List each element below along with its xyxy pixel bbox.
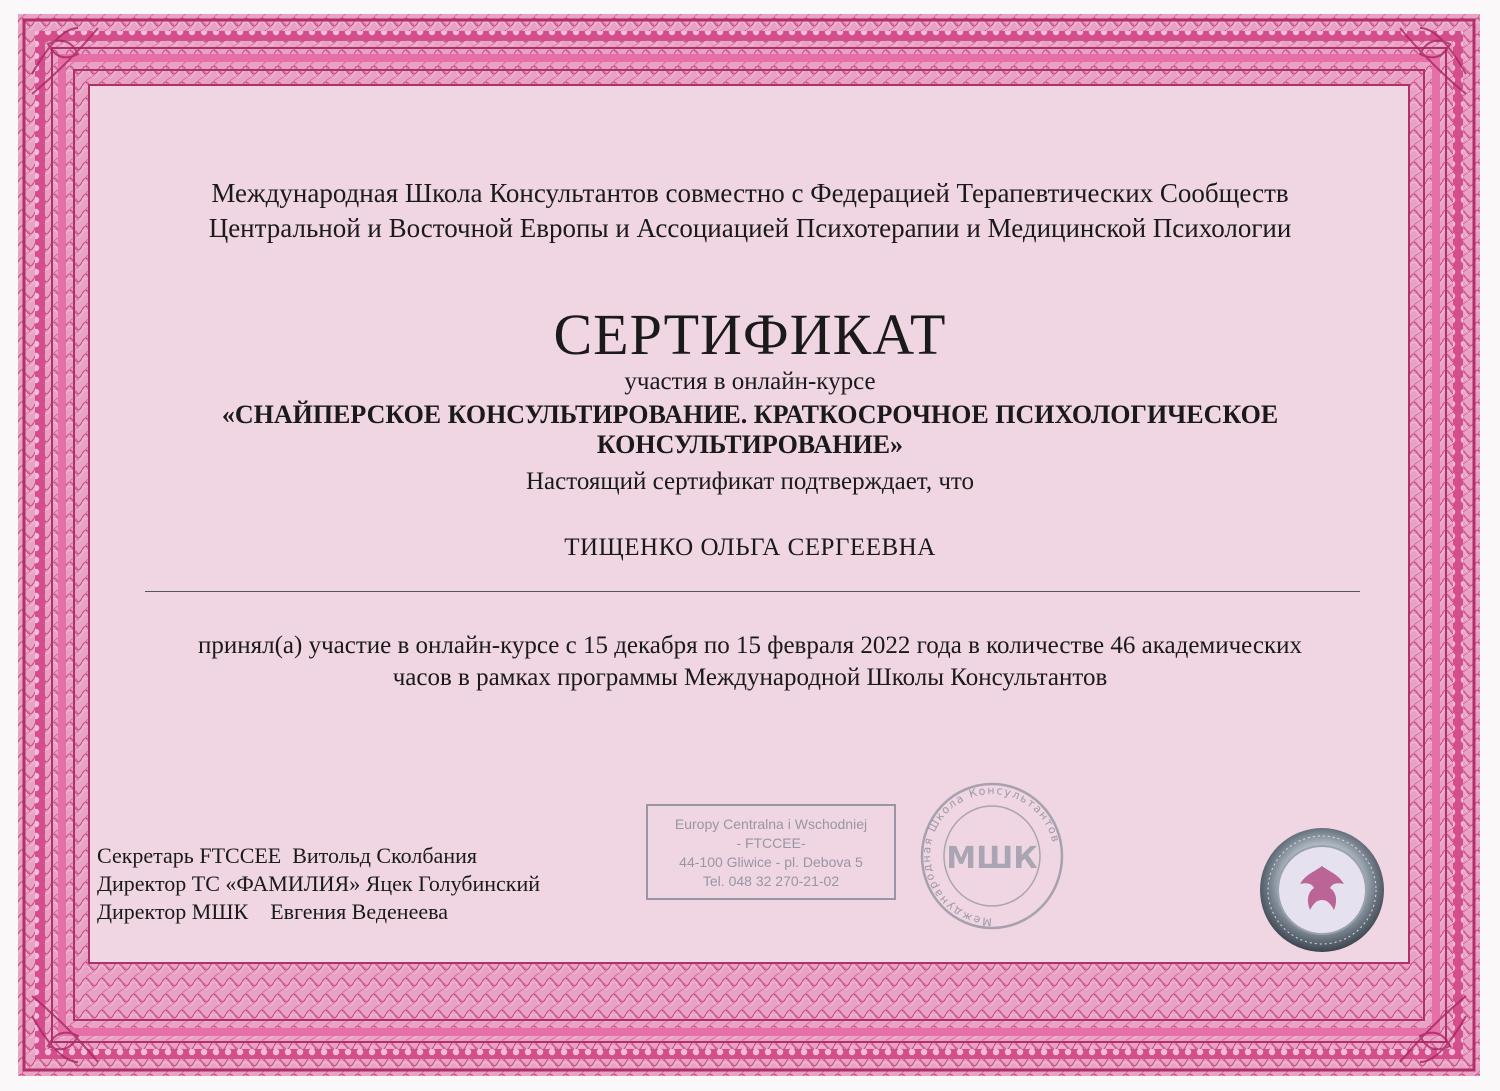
seal-ring-text: Международная Школа Консультантов bbox=[919, 783, 1063, 929]
certificate-subtitle: участия в онлайн-курсе bbox=[624, 368, 876, 395]
course-name-line-1: «СНАЙПЕРСКОЕ КОНСУЛЬТИРОВАНИЕ. КРАТКОСРОЧНОЕ ПСИХОЛОГИЧЕСКОЕ bbox=[221, 400, 1279, 429]
participation-text-line-2: часов в рамках программы Международной Школы Консультантов bbox=[392, 664, 1108, 691]
stamp-line-4: Tel. 048 32 270-21-02 bbox=[702, 873, 840, 889]
signatory-secretary: Секретарь FTCCEE Витольд Сколбания bbox=[97, 843, 477, 868]
issuer-line-1: Международная Школа Консультантов совместно с Федерацией Терапевтических Сообществ bbox=[211, 178, 1289, 208]
certificate-title: СЕРТИФИКАТ bbox=[553, 302, 947, 367]
name-underline bbox=[145, 591, 1360, 592]
recipient-name: ТИЩЕНКО ОЛЬГА СЕРГЕЕВНА bbox=[564, 534, 936, 561]
participation-text-line-1: принял(а) участие в онлайн-курсе с 15 декабря по 15 февраля 2022 года в количестве 46 академических bbox=[197, 632, 1303, 659]
signatory-director-mshk: Директор МШК Евгения Веденеева bbox=[97, 899, 448, 924]
signatory-director-familia: Директор ТС «ФАМИЛИЯ» Яцек Голубинский bbox=[97, 871, 541, 896]
stamp-line-2: - FTCCEE- bbox=[736, 835, 806, 851]
hologram-sticker bbox=[1258, 826, 1386, 954]
seal-center-text: МШК bbox=[946, 841, 1038, 876]
rectangular-stamp bbox=[646, 804, 896, 900]
round-seal bbox=[918, 780, 1066, 932]
stamp-line-1: Europy Centralna i Wschodniej bbox=[674, 816, 868, 832]
confirmation-text: Настоящий сертификат подтверждает, что bbox=[525, 468, 975, 495]
issuer-line-2: Центральной и Восточной Европы и Ассоциацией Психотерапии и Медицинской Психологии bbox=[208, 213, 1292, 243]
course-name-line-2: КОНСУЛЬТИРОВАНИЕ» bbox=[596, 430, 904, 459]
stamp-line-3: 44-100 Gliwice - pl. Debova 5 bbox=[679, 854, 863, 870]
